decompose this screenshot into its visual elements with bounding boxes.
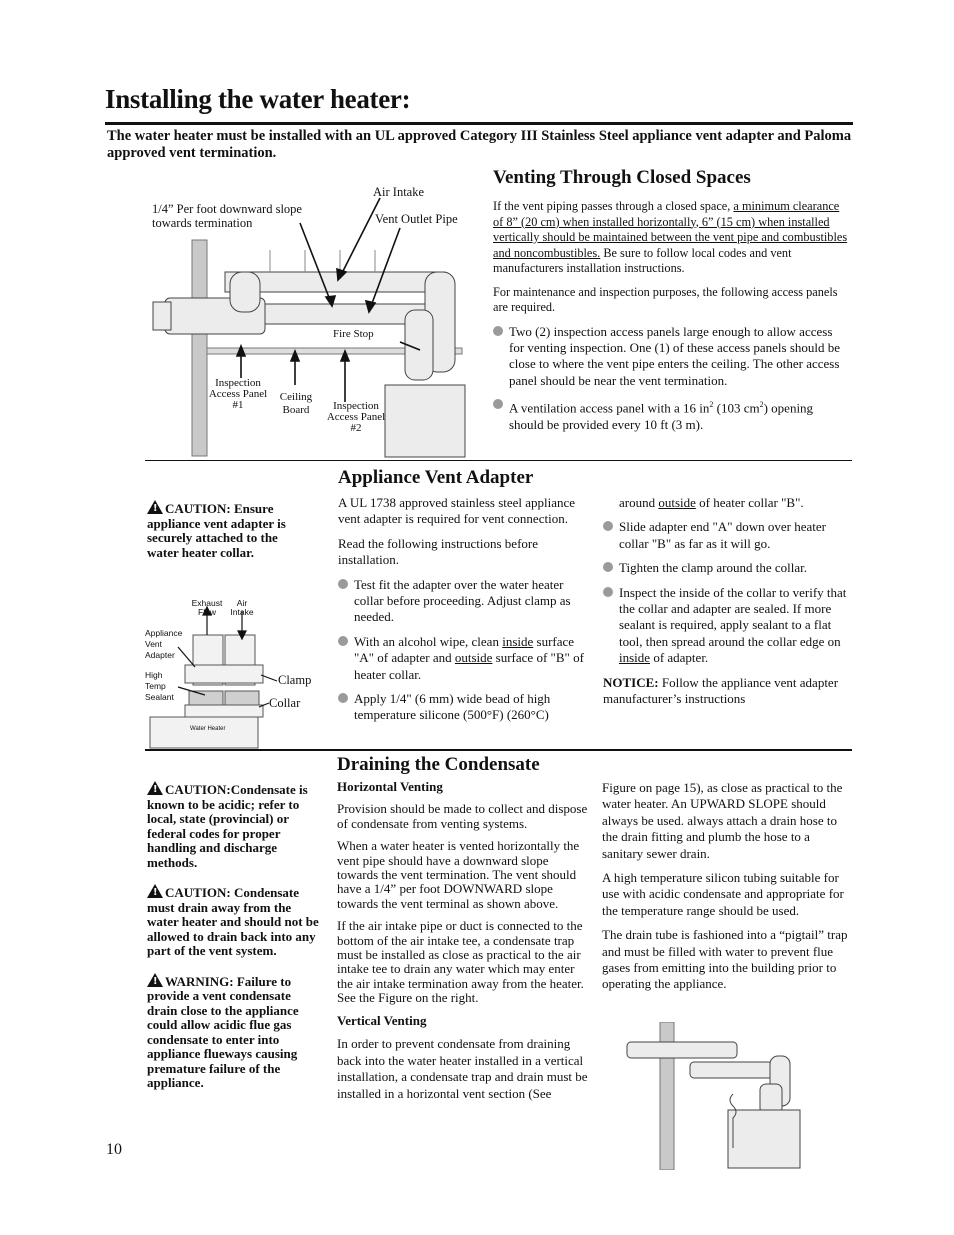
sealant-label: High Temp Sealant	[145, 670, 174, 702]
adapter-bullet-6-b: of adapter.	[650, 650, 709, 666]
adapter-bullet-2-a: With an alcohol wipe, clean	[354, 633, 503, 649]
adapter-bullet-4	[603, 519, 853, 552]
adapter-bullet-3-text: Apply 1/4" (6 mm) wide bead of high temperature silicone (500°F) (260°C)	[354, 691, 551, 723]
draining-p7: The drain tube is fashioned into a “pigtail” trap and must be filled with water to prevent flue gases from emitting into the building prior to operating the appliance.	[602, 927, 848, 992]
adapter-col-2	[603, 495, 853, 707]
page-number: 10	[106, 1141, 122, 1158]
vent-adapter-label: Appliance Vent Adapter	[145, 628, 183, 660]
adapter-bullet-2-u1: inside	[502, 633, 534, 649]
venting-bullet-1	[493, 324, 849, 390]
warning-triangle-icon	[147, 500, 163, 514]
adapter-bullet-2	[338, 634, 588, 683]
adapter-bullet-1	[338, 577, 588, 626]
condensate-diagram	[625, 1022, 805, 1170]
adapter-bullet-5	[603, 560, 853, 576]
adapter-col-1	[338, 495, 588, 724]
venting-bullet-2-a: A ventilation access panel with a 16 in	[509, 400, 710, 416]
venting-para1-plain: If the vent piping passes through a closed space,	[493, 199, 731, 213]
adapter-bullet-3-cont-a: around	[619, 495, 659, 510]
venting-para1-underlined: a minimum clearance of 8” (20 cm) when installed horizontally, 6” (15 cm) when installed vertically should be maintained between the vent pipe and combustibles and noncombustibles.	[493, 199, 848, 260]
bullet-dot	[338, 579, 348, 589]
warning-triangle-icon	[147, 973, 163, 987]
warning-triangle-icon	[147, 884, 163, 898]
draining-warning	[147, 973, 319, 1091]
adapter-bullet-6	[603, 585, 853, 667]
fire-stop-label: Fire Stop	[333, 328, 374, 340]
draining-col-2	[602, 780, 852, 993]
exhaust-label: Exhaust Flow	[191, 598, 223, 617]
adapter-bullet-2-c: surface of "B" of heater collar.	[354, 650, 584, 682]
title-rule	[105, 122, 853, 125]
venting-text	[493, 199, 849, 433]
intro-text: The water heater must be installed with an UL approved Category III Stainless Steel appliance vent adapter and Paloma approved vent termination.	[107, 128, 852, 161]
heater-label: Water Heater	[190, 726, 226, 732]
horizontal-venting-subheading: Horizontal Venting	[337, 779, 443, 794]
draining-p4: In order to prevent condensate from draining back into the water heater installed in a vertical installation, a condensate trap and drain must be installed in a horizontal vent section (See	[337, 1036, 588, 1101]
adapter-notice-label: NOTICE:	[603, 674, 659, 690]
venting-para1	[493, 199, 849, 277]
air-intake-label: Air Intake	[373, 185, 425, 199]
bullet-dot	[338, 636, 348, 646]
draining-p1: Provision should be made to collect and dispose of condensate from venting systems.	[337, 801, 588, 831]
venting-diagram	[145, 180, 485, 460]
vent-outlet-label: Vent Outlet Pipe	[375, 212, 458, 226]
adapter-bullet-6-u: inside	[619, 650, 651, 666]
air-intake-small-label: Air Intake	[230, 598, 254, 617]
draining-p6: A high temperature silicon tubing suitable for use with acidic condensate and appropriate for the temperature range should be used.	[602, 870, 844, 918]
panel1-label: Inspection Access Panel #1	[208, 377, 268, 411]
adapter-caution-text: CAUTION: Ensure appliance vent adapter is securely attached to the water heater collar.	[147, 501, 286, 560]
draining-caution-2	[147, 884, 319, 959]
draining-warning-text: WARNING: Failure to provide a vent condensate drain close to the appliance could allow acidic flue gas condensate to enter into appliance flueways causing premature failure of the appliance.	[147, 973, 299, 1090]
adapter-bullet-2-b: surface "A" of adapter and	[354, 633, 575, 666]
bullet-dot	[603, 587, 613, 597]
panel2-label: Inspection Access Panel #2	[326, 400, 386, 434]
adapter-bullet-5-text: Tighten the clamp around the collar.	[619, 560, 807, 576]
draining-p3: If the air intake pipe or duct is connected to the bottom of the air intake tee, a condensate trap must be installed as close as practical to the air intake tee to drain any water which may enter the air intake termination away from the heater. See the Figure on the right.	[337, 918, 584, 1006]
adapter-heading: Appliance Vent Adapter	[338, 467, 534, 488]
venting-para2: For maintenance and inspection purposes, the following access panels are required.	[493, 284, 838, 314]
draining-cautions	[147, 781, 319, 1091]
adapter-notice	[603, 675, 853, 708]
bullet-dot	[603, 521, 613, 531]
bullet-dot	[338, 693, 348, 703]
venting-bullet-2-b: (103 cm	[713, 400, 760, 416]
page-title: Installing the water heater:	[105, 84, 411, 114]
adapter-p1: A UL 1738 approved stainless steel appliance vent adapter is required for vent connection.	[338, 495, 576, 527]
draining-caution-2-text: CAUTION: Condensate must drain away from the water heater and should not be allowed to drain back into any part of the vent system.	[147, 885, 319, 958]
draining-col-1	[337, 780, 589, 1102]
draining-p2: When a water heater is vented horizontally the vent pipe should have a downward slope towards the vent termination. The vent should have a 1/4” per foot DOWNWARD slope towards the vent terminal as shown above.	[337, 838, 580, 911]
draining-caution-1	[147, 781, 319, 870]
adapter-bullet-3	[338, 691, 588, 724]
venting-bullet-2-sup1: 2	[709, 400, 714, 410]
adapter-bullet-1-text: Test fit the adapter over the water heater collar before proceeding. Adjust clamp as needed.	[354, 576, 571, 625]
draining-p5: Figure on page 15), as close as practical to the water heater. An UPWARD SLOPE should always be used. always attach a drain hose to the drain fitting and plumb the hose to a sanitary sewer drain.	[602, 780, 843, 861]
warning-triangle-icon	[147, 781, 163, 795]
venting-bullet-2-sup2: 2	[759, 400, 764, 410]
venting-para1-tail: Be sure to follow local codes and vent manufacturers installation instructions.	[493, 245, 792, 275]
adapter-bullet-4-text: Slide adapter end "A" down over heater collar "B" as far as it will go.	[619, 519, 826, 551]
adapter-notice-text: Follow the appliance vent adapter manufacturer’s instructions	[603, 674, 839, 707]
adapter-bullet-3-cont-b: of heater collar "B".	[695, 495, 804, 510]
venting-bullet-2-c: ) opening should be provided every 10 ft (3 m).	[509, 400, 814, 432]
section-divider-2	[145, 749, 852, 751]
venting-bullet-2	[493, 397, 849, 433]
adapter-diagram	[145, 595, 330, 750]
ceiling-board-label: Ceiling Board	[279, 391, 313, 416]
section-divider-1	[145, 460, 852, 461]
collar-label: Collar	[269, 696, 301, 710]
adapter-bullet-3-cont	[603, 495, 853, 511]
adapter-bullet-3-cont-u: outside	[658, 495, 696, 510]
draining-heading: Draining the Condensate	[337, 754, 540, 775]
condensate-diagram-drawing	[625, 1022, 805, 1170]
bullet-dot	[493, 326, 503, 336]
adapter-p2: Read the following instructions before installation.	[338, 535, 539, 568]
draining-caution-1-text: CAUTION:Condensate is known to be acidic; refer to local, state (provincial) or federal codes for proper handling and discharge methods.	[147, 782, 308, 870]
bullet-dot	[603, 562, 613, 572]
venting-heading: Venting Through Closed Spaces	[493, 167, 751, 188]
vertical-venting-subheading: Vertical Venting	[337, 1012, 427, 1028]
venting-bullet-1-text: Two (2) inspection access panels large enough to allow access for venting inspection. One (1) of these access panels should be close to where the vent pipe enters the ceiling. The other access panel should be near the vent termination.	[509, 323, 841, 388]
adapter-caution	[147, 500, 312, 560]
bullet-dot	[493, 399, 503, 409]
adapter-bullet-2-u2: outside	[454, 650, 493, 666]
slope-label: 1/4” Per foot downward slope towards termination	[152, 202, 302, 230]
adapter-bullet-6-a: Inspect the inside of the collar to verify that the collar and adapter are sealed. If more sealant is required, apply sealant to a flat tool, then spread around the collar edge on	[619, 584, 847, 649]
clamp-label: Clamp	[278, 673, 312, 687]
